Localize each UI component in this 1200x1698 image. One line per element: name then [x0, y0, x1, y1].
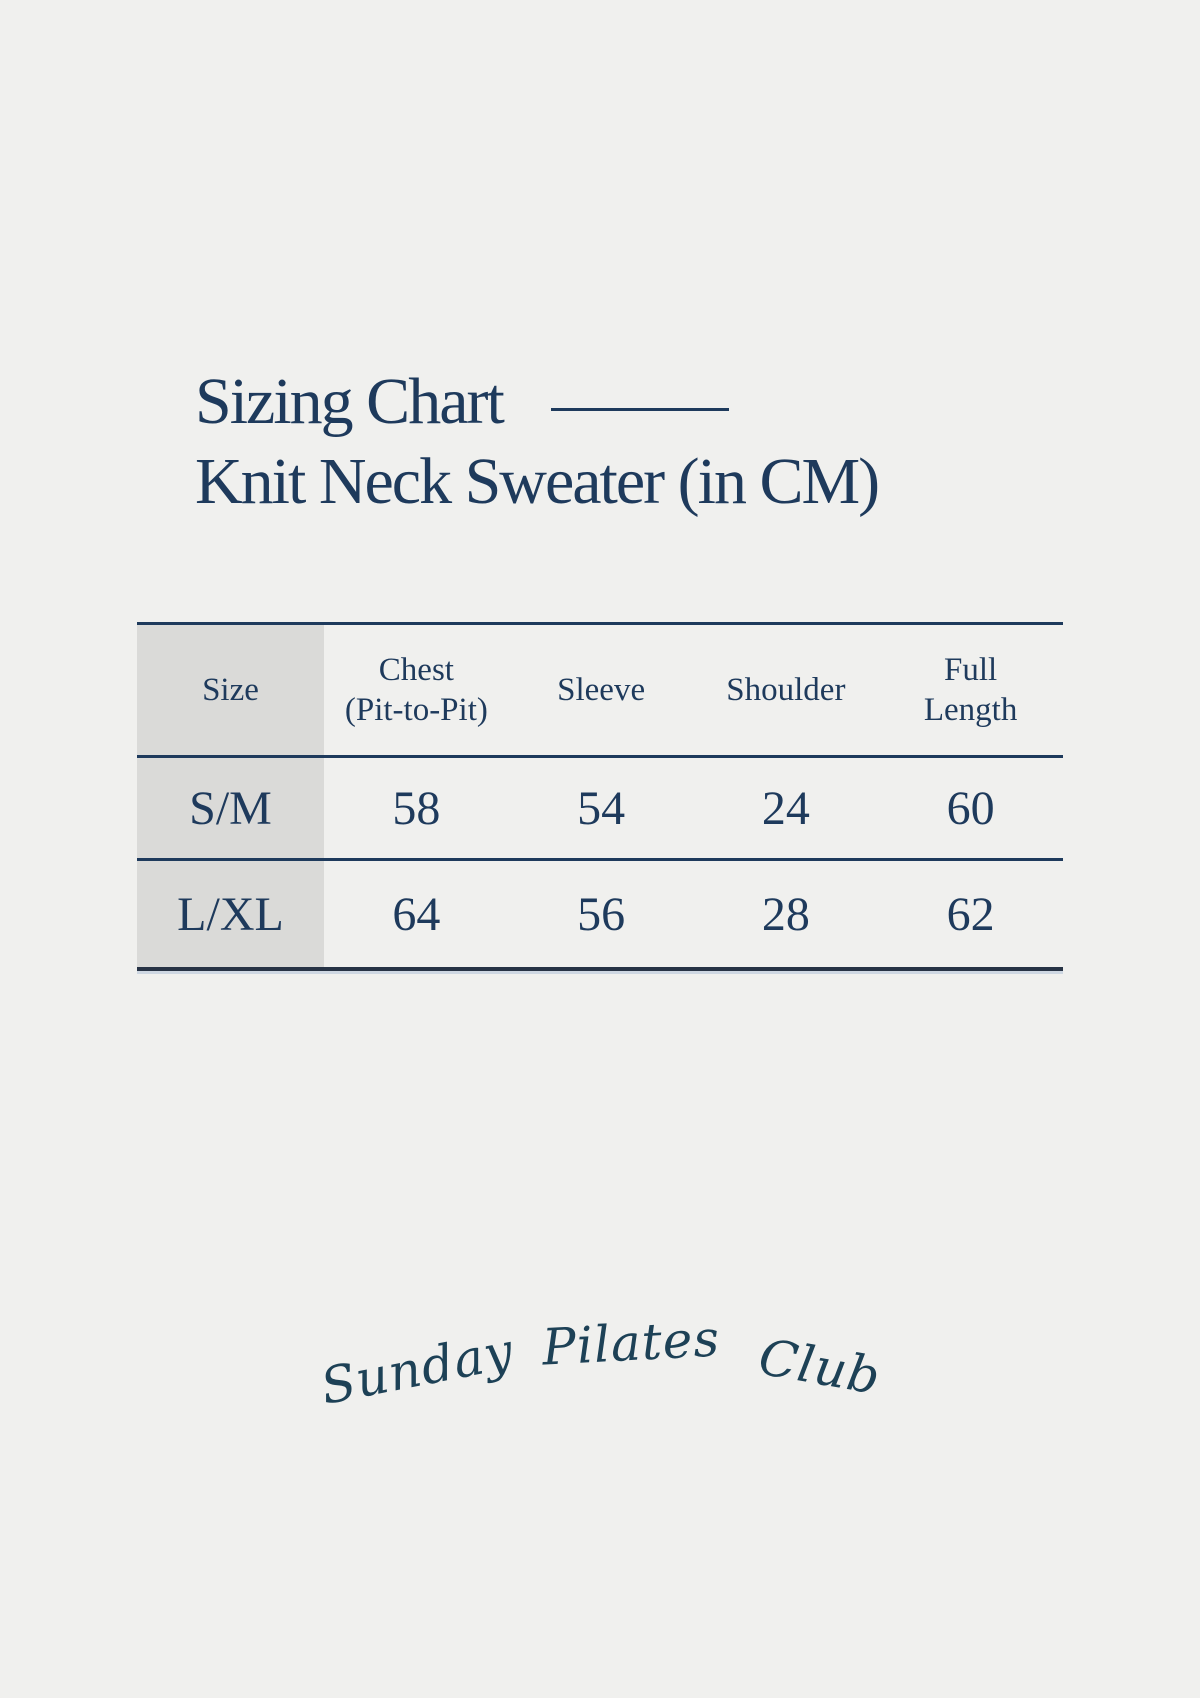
- page-title: Sizing Chart: [195, 365, 503, 438]
- header-sleeve-label: Sleeve: [557, 672, 646, 708]
- brand-word-pilates: Pilates: [541, 1309, 722, 1377]
- page-subtitle: Knit Neck Sweater (in CM): [195, 445, 879, 518]
- sizing-table: [137, 622, 1063, 971]
- header-chest-label: Chest: [378, 652, 454, 688]
- brand-word-sunday: Sunday: [315, 1321, 518, 1416]
- cell-sm-sleeve: 54: [577, 781, 626, 835]
- header-size-label: Size: [202, 672, 259, 708]
- cell-lxl-sleeve: 56: [577, 887, 626, 941]
- title-dash-rule: [551, 408, 729, 411]
- table-row-lxl: [137, 861, 1063, 967]
- brand-word-club: Club: [754, 1327, 886, 1407]
- cell-sm-shoulder: 24: [761, 781, 810, 835]
- header-cell-shoulder: [694, 625, 879, 755]
- header-chest-sublabel: (Pit-to-Pit): [344, 692, 488, 728]
- cell-sm-size: S/M: [137, 758, 324, 858]
- cell-sm-full-length: 60: [946, 781, 995, 835]
- table-row-sm: [137, 758, 1063, 861]
- header-cell-size: [137, 625, 324, 755]
- header-cell-full-length: [878, 625, 1063, 755]
- header-cell-chest: [324, 625, 509, 755]
- header-full-length-label-2: Length: [923, 692, 1018, 728]
- table-header-row: [137, 625, 1063, 758]
- title-block: [195, 362, 878, 522]
- cell-sm-chest: 58: [392, 781, 441, 835]
- header-cell-sleeve: [509, 625, 694, 755]
- cell-lxl-chest: 64: [392, 887, 441, 941]
- cell-lxl-size: L/XL: [137, 861, 324, 967]
- cell-lxl-full-length: 62: [946, 887, 995, 941]
- title-row: [195, 362, 878, 442]
- brand-signature: [0, 1309, 1200, 1416]
- header-full-length-label-1: Full: [944, 652, 998, 688]
- cell-lxl-shoulder: 28: [761, 887, 810, 941]
- header-shoulder-label: Shoulder: [726, 672, 846, 708]
